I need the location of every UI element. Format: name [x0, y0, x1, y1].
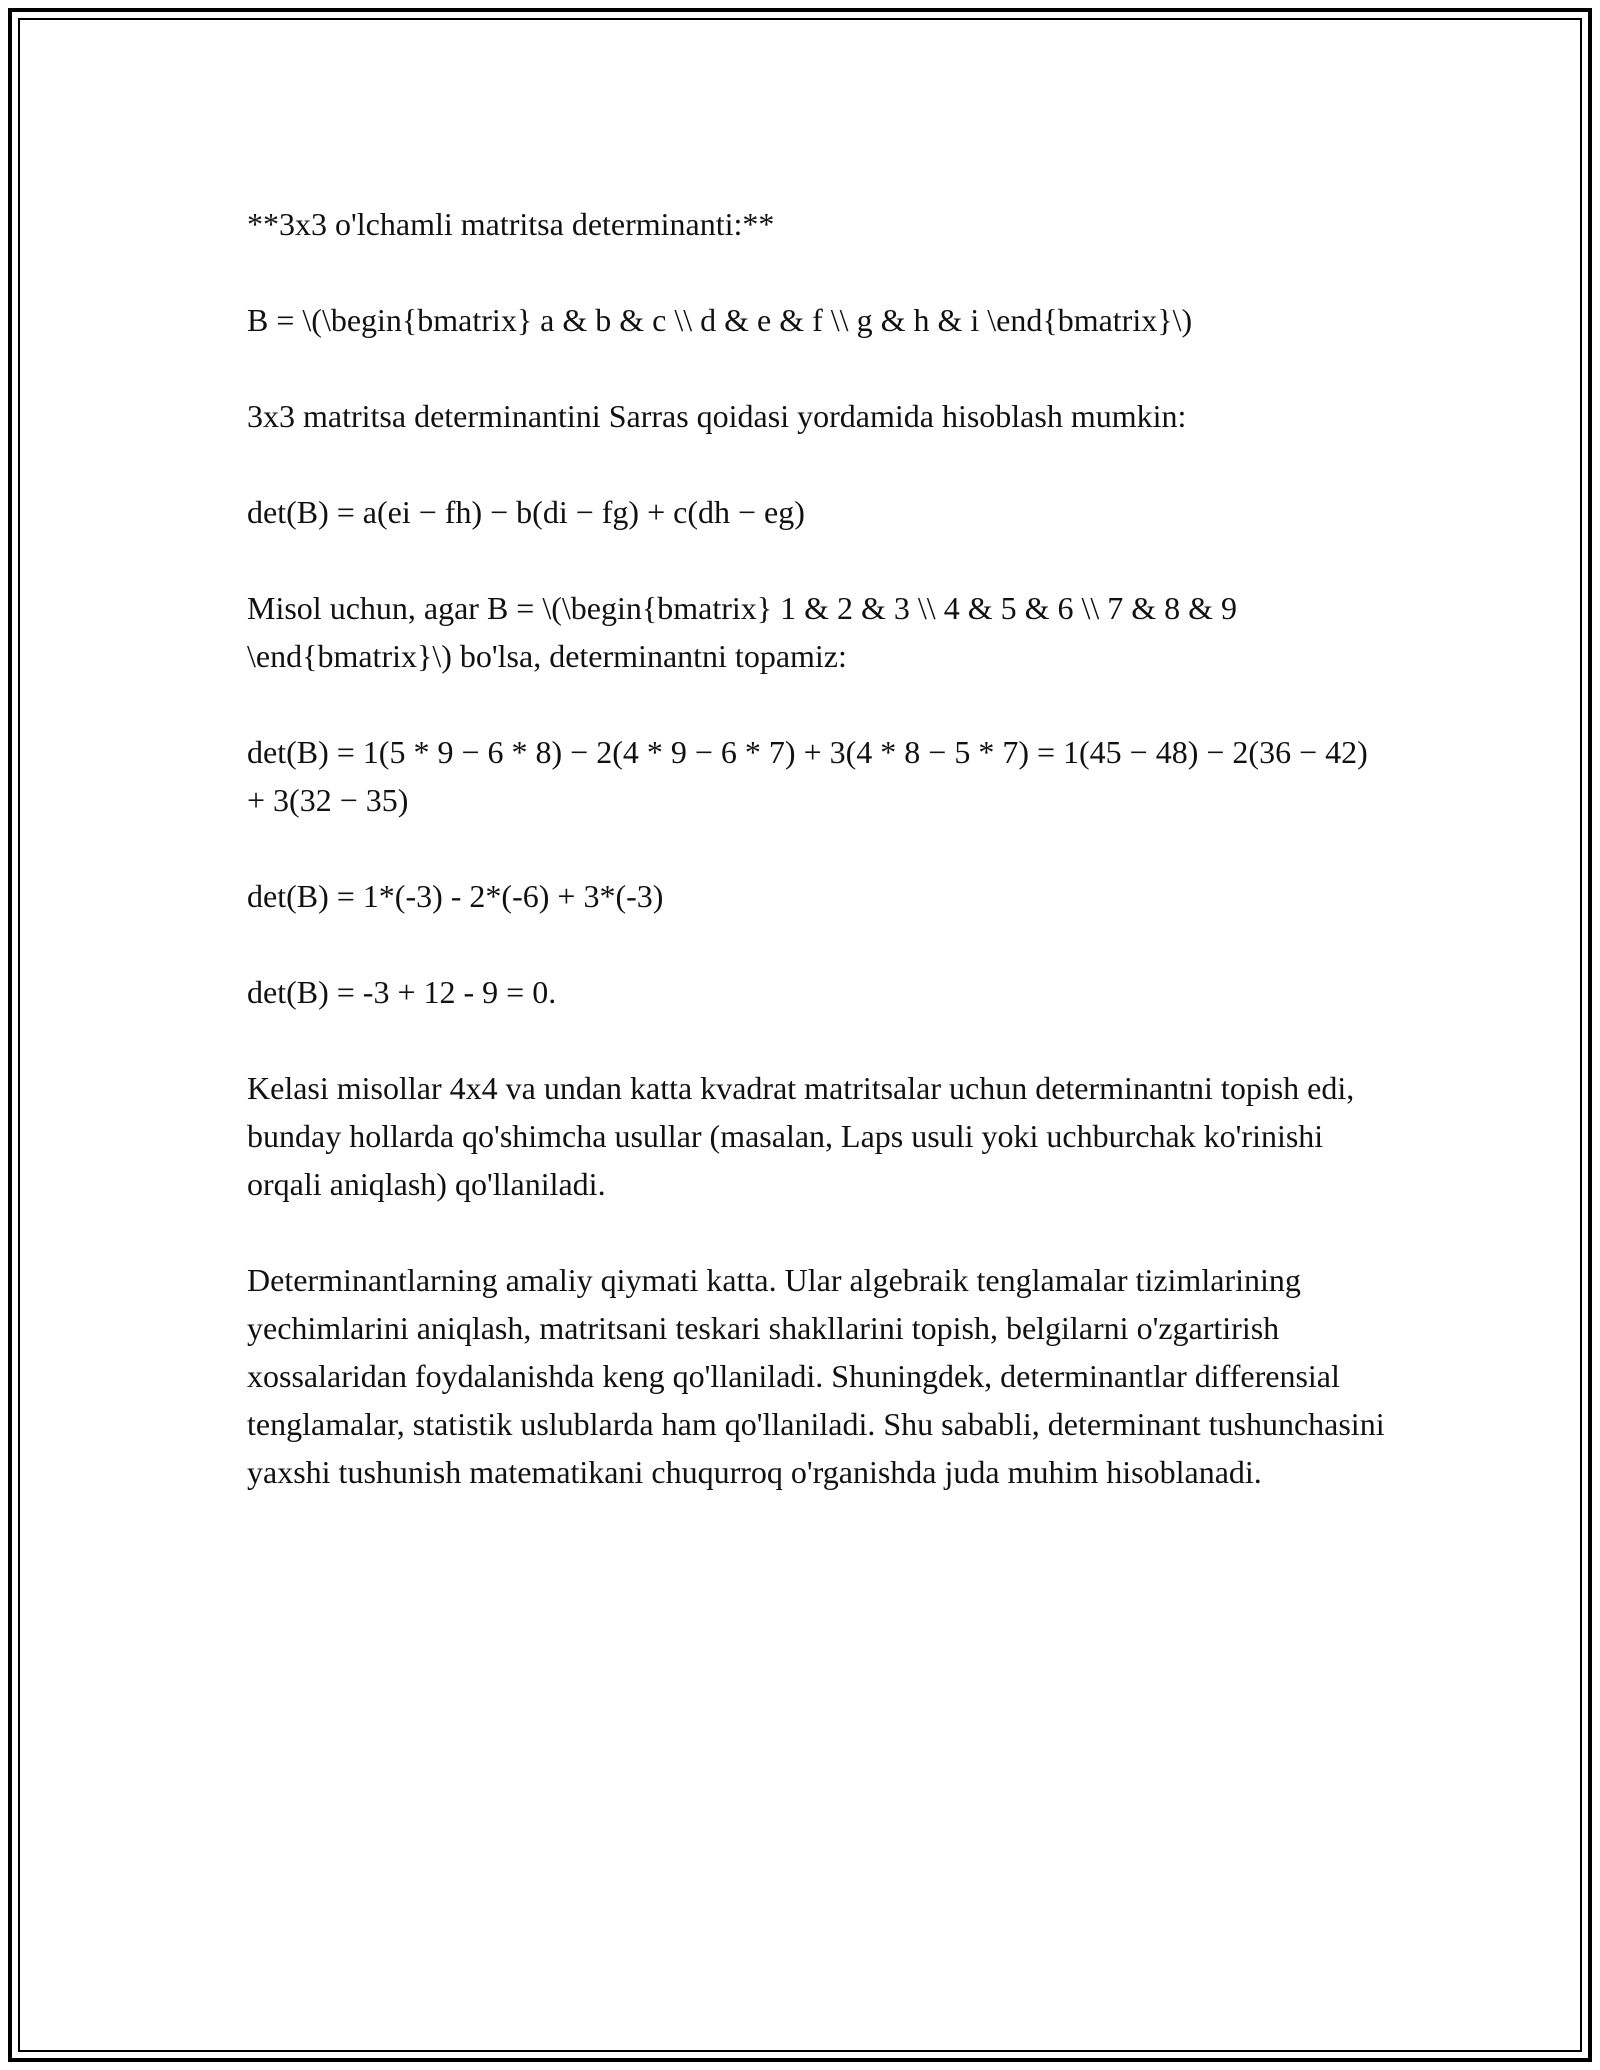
applications-paragraph: Determinantlarning amaliy qiymati katta. Ular algebraik tenglamalar tizimlarining yechimlarini aniqlash, matritsani teskari shakllarini topish, belgilarni o'zgartirish xossalaridan foydalanishda keng qo'llaniladi. Shuningdek, determinantlar differensial tenglamalar, statistik uslublarda ham qo'llaniladi. Shu sababli, determinant tushunchasini yaxshi tushunish matematikani chuqurroq o'rganishda juda muhim hisoblanadi. — [247, 1262, 1385, 1490]
larger-matrices-paragraph: Kelasi misollar 4x4 va undan katta kvadrat matritsalar uchun determinantni topish edi, bunday hollarda qo'shimcha usullar (masalan, Laps usuli yoki uchburchak ko'rinishi orqali aniqlash) qo'llaniladi. — [247, 1070, 1355, 1202]
example-step-1: det(B) = 1(5 * 9 − 6 * 8) − 2(4 * 9 − 6 * 7) + 3(4 * 8 − 5 * 7) = 1(45 − 48) − 2(36 − 42) + 3(32 − 35) — [247, 734, 1368, 818]
document-body — [247, 200, 1387, 1544]
section-heading: **3x3 o'lchamli matritsa determinanti:** — [247, 206, 775, 242]
determinant-formula: det(B) = a(ei − fh) − b(di − fg) + c(dh − eg) — [247, 494, 805, 530]
example-step-2: det(B) = 1*(-3) - 2*(-6) + 3*(-3) — [247, 878, 664, 914]
page-frame — [8, 8, 1592, 2062]
example-result: det(B) = -3 + 12 - 9 = 0. — [247, 974, 557, 1010]
method-intro: 3x3 matritsa determinantini Sarras qoidasi yordamida hisoblash mumkin: — [247, 398, 1187, 434]
example-intro: Misol uchun, agar B = \(\begin{bmatrix} 1 & 2 & 3 \\ 4 & 5 & 6 \\ 7 & 8 & 9 \end{bmatrix}\) bo'lsa, determinantni topamiz: — [247, 590, 1238, 674]
matrix-definition: B = \(\begin{bmatrix} a & b & c \\ d & e & f \\ g & h & i \end{bmatrix}\) — [247, 302, 1193, 338]
